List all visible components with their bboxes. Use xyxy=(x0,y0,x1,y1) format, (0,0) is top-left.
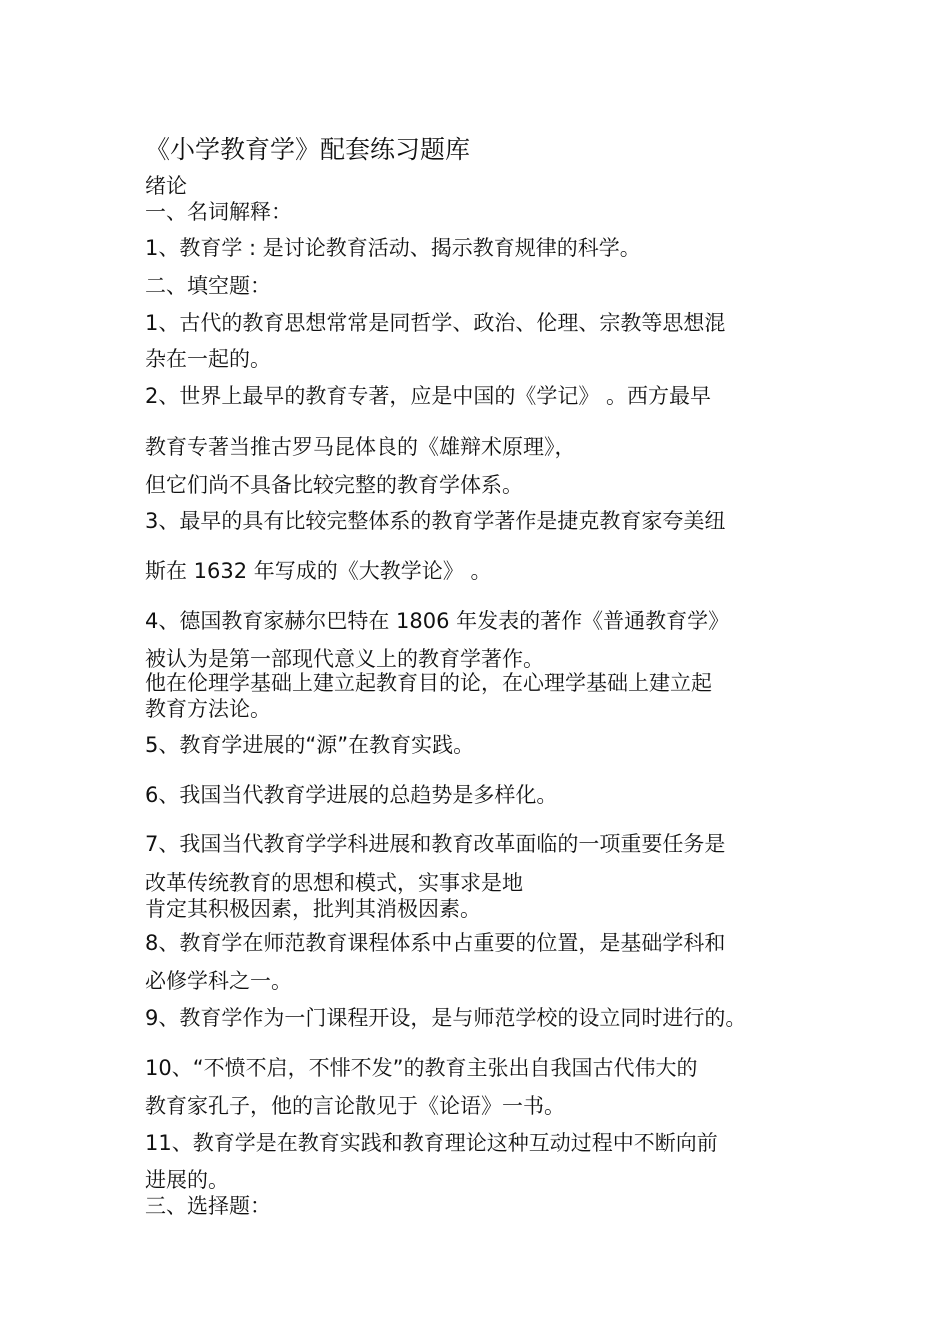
section-heading-fill-in: 二、填空题： xyxy=(145,274,271,298)
section-heading-definitions: 一、名词解释： xyxy=(145,200,292,224)
fill-in-line: 进展的。 xyxy=(145,1168,229,1192)
fill-in-line: 8、教育学在师范教育课程体系中占重要的位置，是基础学科和 xyxy=(145,931,726,955)
fill-in-line: 3、最早的具有比较完整体系的教育学著作是捷克教育家夸美纽 xyxy=(145,509,726,533)
fill-in-line: 被认为是第一部现代意义上的教育学著作。 xyxy=(145,647,544,671)
fill-in-line: 肯定其积极因素，批判其消极因素。 xyxy=(145,897,481,921)
fill-in-line: 必修学科之一。 xyxy=(145,969,292,993)
chapter-heading: 绪论 xyxy=(145,174,187,198)
fill-in-line: 改革传统教育的思想和模式，实事求是地 xyxy=(145,871,523,895)
fill-in-line: 斯在 1632 年写成的《大教学论》 。 xyxy=(145,559,492,583)
fill-in-line: 2、世界上最早的教育专著，应是中国的《学记》 。西方最早 xyxy=(145,384,712,408)
fill-in-line: 教育方法论。 xyxy=(145,697,271,721)
fill-in-line: 杂在一起的。 xyxy=(145,347,271,371)
fill-in-line: 1、古代的教育思想常常是同哲学、政治、伦理、宗教等思想混 xyxy=(145,311,726,335)
section-heading-choice: 三、选择题： xyxy=(145,1194,271,1218)
fill-in-line: 11、教育学是在教育实践和教育理论这种互动过程中不断向前 xyxy=(145,1131,718,1155)
fill-in-line: 5、教育学进展的“源”在教育实践。 xyxy=(145,733,475,757)
fill-in-line: 教育家孔子，他的言论散见于《论语》一书。 xyxy=(145,1094,565,1118)
fill-in-line: 6、我国当代教育学进展的总趋势是多样化。 xyxy=(145,783,558,807)
fill-in-line: 他在伦理学基础上建立起教育目的论，在心理学基础上建立起 xyxy=(145,671,712,695)
fill-in-line: 教育专著当推古罗马昆体良的《雄辩术原理》， xyxy=(145,435,576,459)
fill-in-line: 7、我国当代教育学学科进展和教育改革面临的一项重要任务是 xyxy=(145,832,726,856)
fill-in-line: 4、德国教育家赫尔巴特在 1806 年发表的著作《普通教育学》 xyxy=(145,609,730,633)
fill-in-line: 10、“不愤不启，不悱不发”的教育主张出自我国古代伟大的 xyxy=(145,1056,698,1080)
fill-in-line: 但它们尚不具备比较完整的教育学体系。 xyxy=(145,473,523,497)
definition-line: 1、教育学 : 是讨论教育活动、揭示教育规律的科学。 xyxy=(145,236,641,260)
document-title: 《小学教育学》配套练习题库 xyxy=(145,135,471,164)
fill-in-line: 9、教育学作为一门课程开设，是与师范学校的设立同时进行的。 xyxy=(145,1006,747,1030)
